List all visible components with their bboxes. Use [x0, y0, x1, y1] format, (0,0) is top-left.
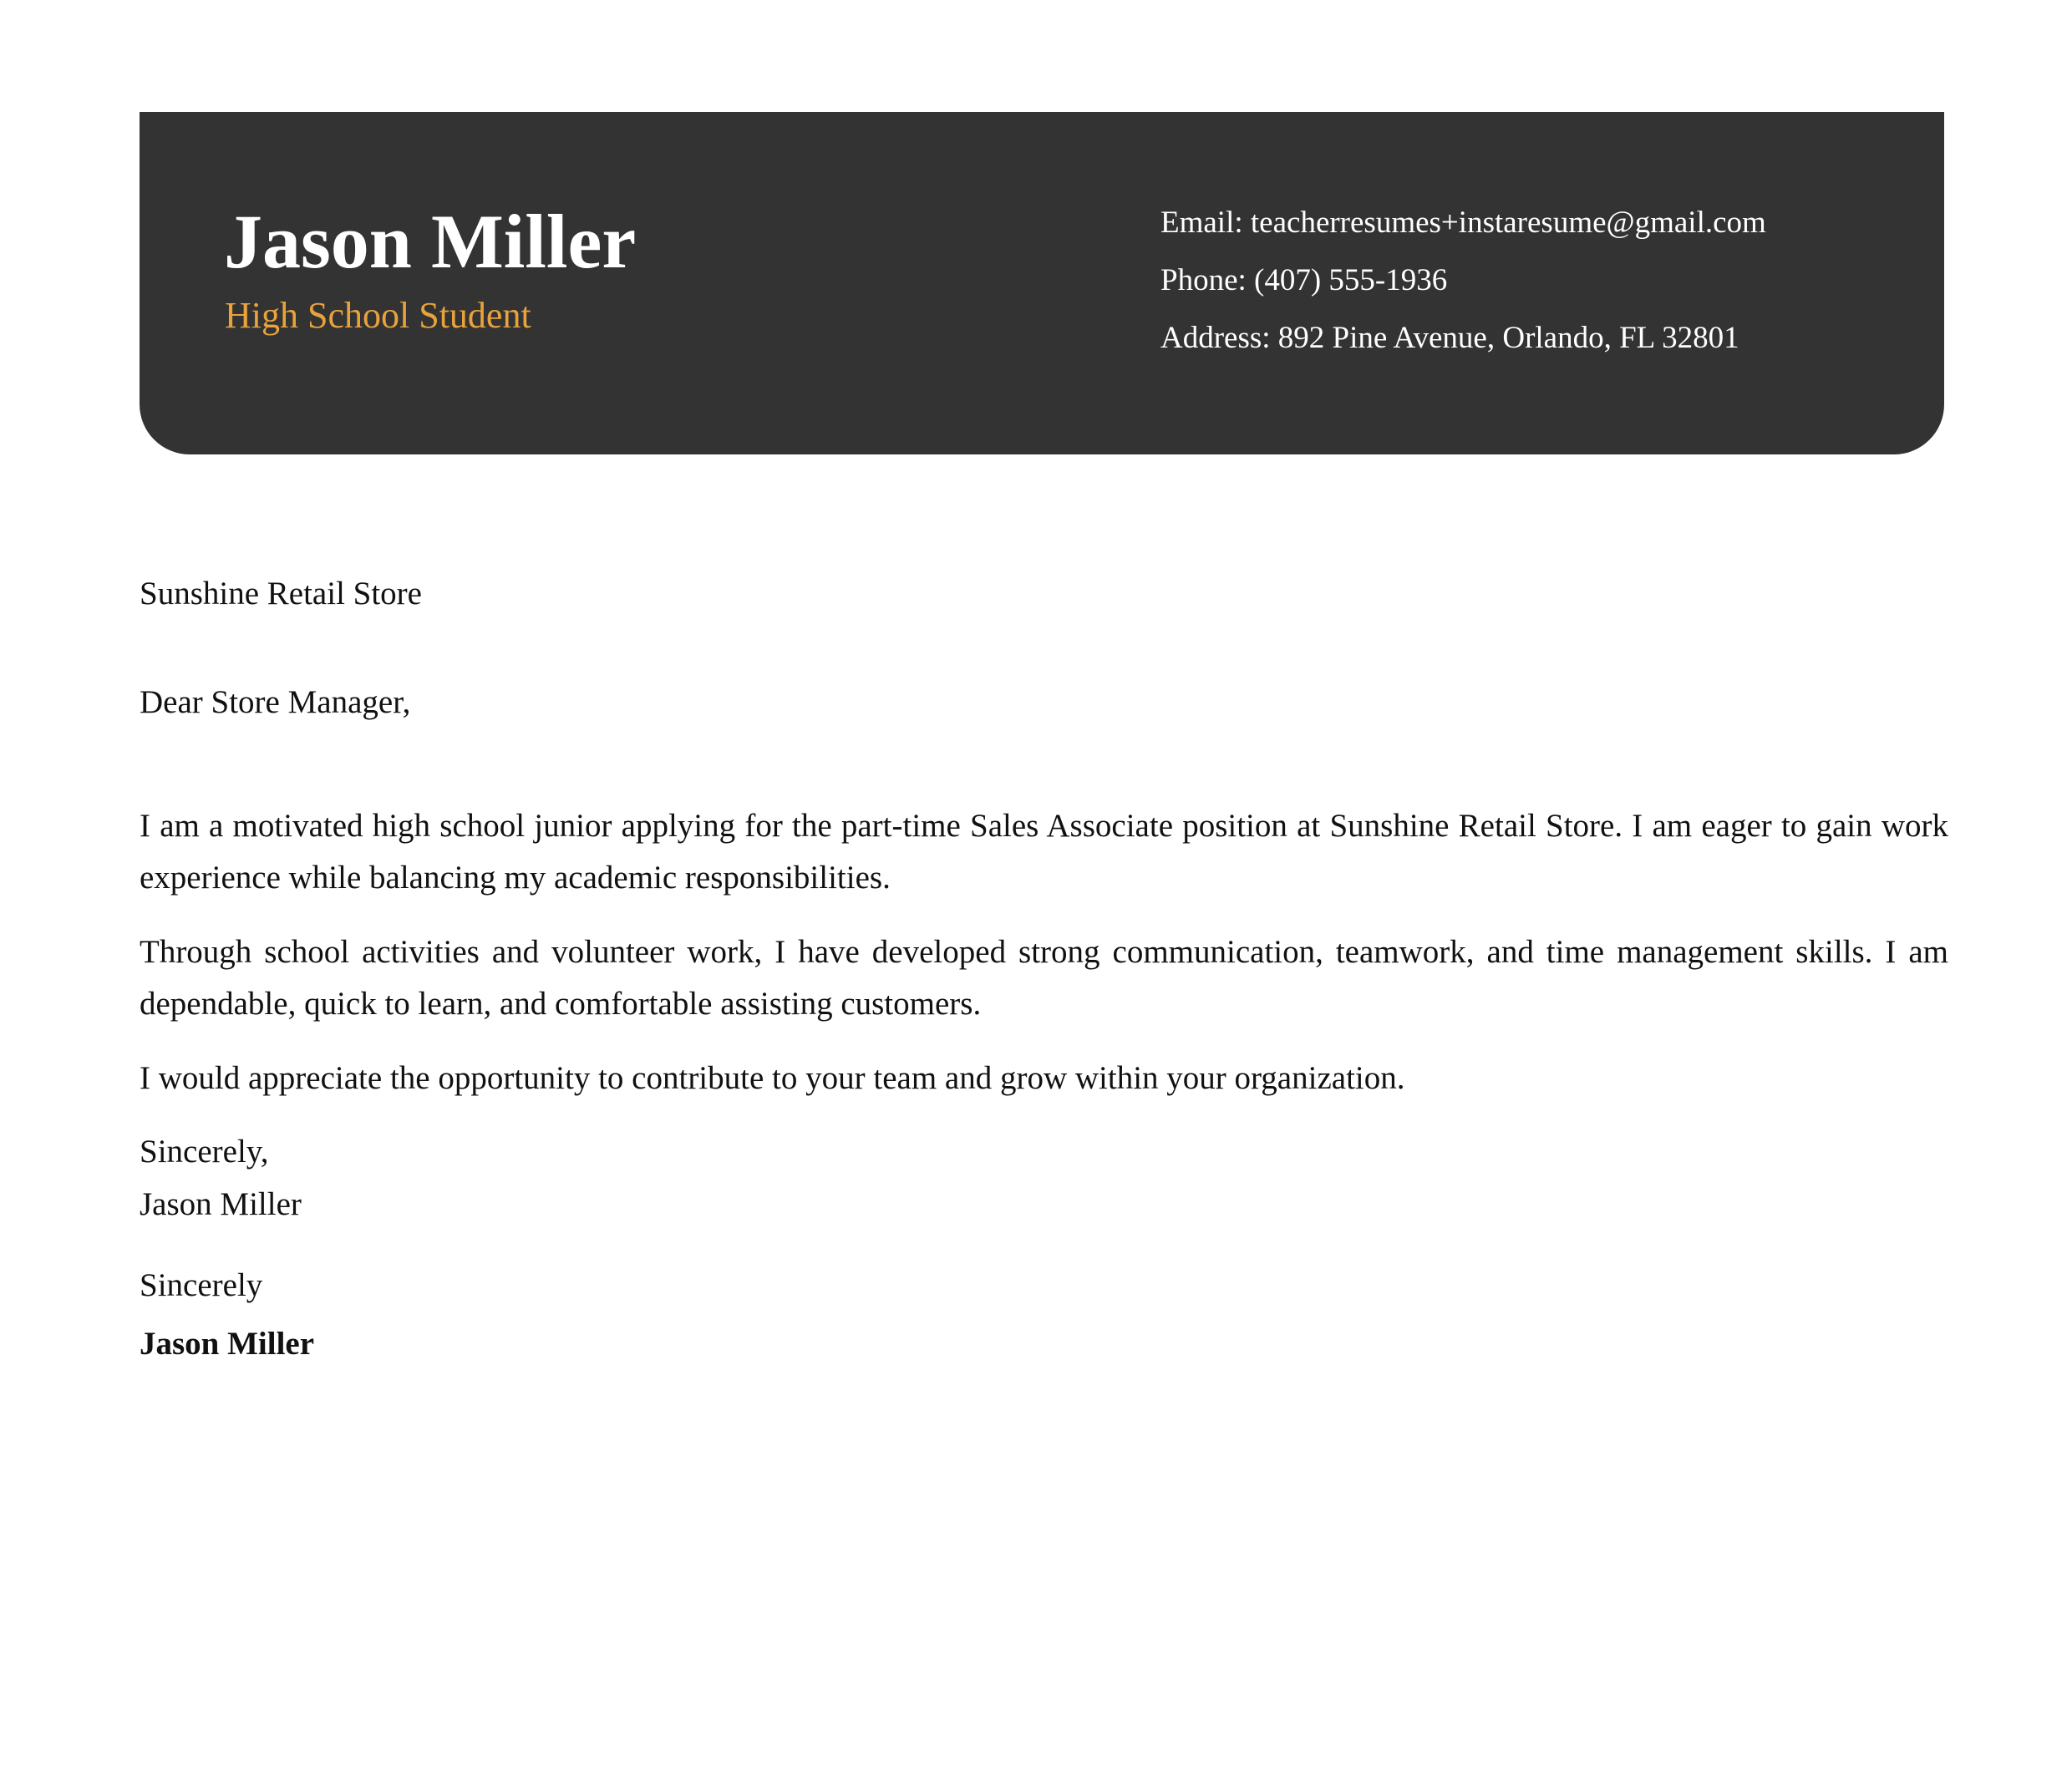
recipient: Sunshine Retail Store	[140, 576, 422, 612]
applicant-name: Jason Miller	[224, 199, 637, 284]
contact-phone: Phone: (407) 555-1936	[1160, 263, 1448, 297]
contact-info	[1160, 194, 1766, 367]
applicant-role: High School Student	[225, 295, 531, 336]
paragraph: I would appreciate the opportunity to contribute to your team and grow within your organization.	[140, 1060, 1405, 1096]
paragraph: Through school activities and volunteer work, I have developed strong communication, teamwork, and time management skills. I am dependable, quick to learn, and comfortable assisting customers.	[140, 934, 1948, 1022]
paragraph: I am a motivated high school junior applying for the part-time Sales Associate position at Sunshine Retail Store. I am eager to gain work experience while balancing my academic responsibilities.	[140, 808, 1948, 896]
closing-block	[140, 1126, 302, 1231]
closing: Sincerely,	[140, 1134, 269, 1170]
signoff: Sincerely	[140, 1267, 263, 1303]
closing-name: Jason Miller	[140, 1186, 302, 1222]
letter-paragraphs	[140, 800, 1948, 1127]
header-banner	[140, 112, 1944, 454]
salutation: Dear Store Manager,	[140, 684, 411, 720]
signoff-name: Jason Miller	[140, 1326, 315, 1362]
contact-email: Email: teacherresumes+instaresume@gmail.com	[1160, 206, 1766, 240]
contact-address: Address: 892 Pine Avenue, Orlando, FL 32801	[1160, 321, 1739, 355]
